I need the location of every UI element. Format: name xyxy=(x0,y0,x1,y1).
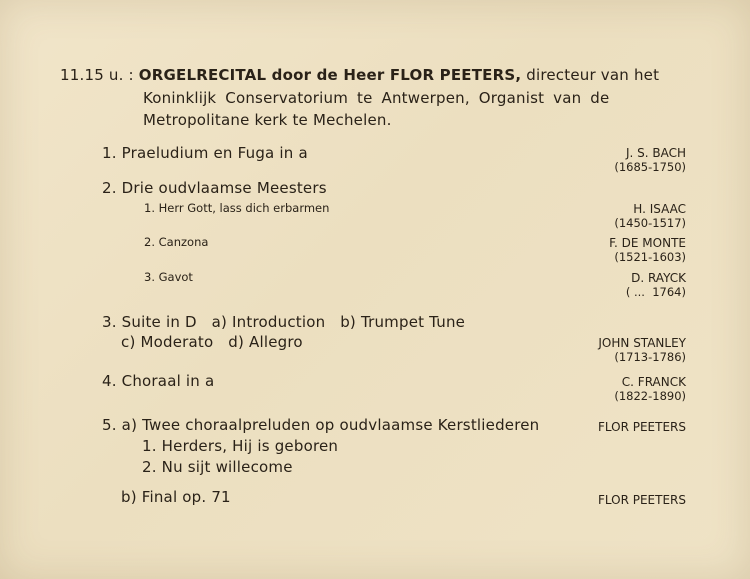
program-item-2-sub-3-title: 3. Gavot xyxy=(144,270,193,284)
program-item-2-sub-3-composer: D. RAYCK xyxy=(631,271,686,285)
program-item-2-title: 2. Drie oudvlaamse Meesters xyxy=(102,179,327,197)
program-item-3-line-2: c) Moderato d) Allegro xyxy=(121,333,303,351)
program-item-3-dates: (1713-1786) xyxy=(614,350,686,364)
program-item-2-sub-1-title: 1. Herr Gott, lass dich erbarmen xyxy=(144,201,330,215)
program-item-2-sub-2-title: 2. Canzona xyxy=(144,235,209,249)
program-item-2-sub-2-composer: F. DE MONTE xyxy=(609,236,686,250)
program-item-5-title: 5. a) Twee choraalpreluden op oudvlaamse Kerstliederen xyxy=(102,416,540,434)
header-line-1 xyxy=(60,68,659,83)
program-item-2-sub-1-composer: H. ISAAC xyxy=(633,202,686,216)
program-item-4-title: 4. Choraal in a xyxy=(102,372,215,390)
program-item-4-dates: (1822-1890) xyxy=(614,389,686,403)
program-item-2-sub-3-dates: ( ... 1764) xyxy=(625,285,686,299)
program-item-3-title: 3. Suite in D a) Introduction b) Trumpet Tune xyxy=(102,313,466,331)
program-item-5b-title: b) Final op. 71 xyxy=(121,488,231,506)
program-item-1-dates: (1685-1750) xyxy=(614,160,686,174)
program-item-2-sub-2-dates: (1521-1603) xyxy=(614,250,686,264)
program-item-4-composer: C. FRANCK xyxy=(621,375,686,389)
program-item-2-sub-1-dates: (1450-1517) xyxy=(614,216,686,230)
recital-title: ORGELRECITAL door de Heer FLOR PEETERS, xyxy=(138,66,522,84)
recital-time: 11.15 u. : xyxy=(60,66,134,84)
program-item-3-composer: JOHN STANLEY xyxy=(598,336,686,350)
program-item-1-title: 1. Praeludium en Fuga in a xyxy=(102,144,308,162)
program-item-5-composer: FLOR PEETERS xyxy=(597,420,686,434)
program-item-5-sub-1: 1. Herders, Hij is geboren xyxy=(142,437,339,455)
header-line-3: Metropolitane kerk te Mechelen. xyxy=(143,111,392,129)
recital-title-rest: directeur van het xyxy=(521,66,660,84)
header-line-2: Koninklijk Conservatorium te Antwerpen, Organist van de xyxy=(143,89,610,107)
program-item-5-sub-2: 2. Nu sijt willecome xyxy=(142,458,293,476)
program-item-5b-composer: FLOR PEETERS xyxy=(597,493,686,507)
program-item-1-composer: J. S. BACH xyxy=(625,146,686,160)
